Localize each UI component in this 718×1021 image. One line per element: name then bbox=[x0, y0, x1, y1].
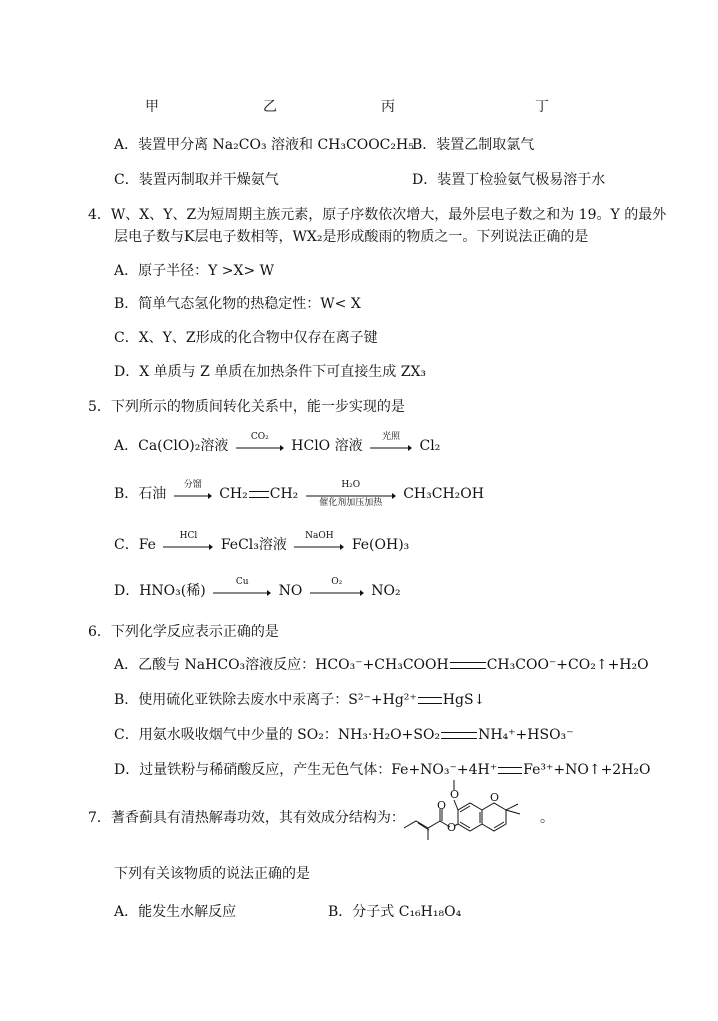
apparatus-label-jia: 甲 bbox=[145, 99, 159, 115]
q5-d-product: NO₂ bbox=[371, 583, 401, 599]
q3-option-d: D．装置丁检验氨气极易溶于水 bbox=[412, 172, 606, 188]
q5-c-intermediate: FeCl₃溶液 bbox=[220, 537, 287, 553]
arrow-condition: CO₂ bbox=[250, 432, 269, 442]
oxygen-atom-carbonyl: O bbox=[437, 799, 447, 812]
q5-d-reactant: D．HNO₃(稀) bbox=[114, 583, 206, 599]
q6-option-a bbox=[114, 655, 649, 675]
reaction-arrow bbox=[294, 531, 344, 555]
oxygen-atom-ester: O bbox=[447, 821, 457, 834]
q5-a-intermediate: HClO 溶液 bbox=[291, 438, 363, 454]
apparatus-label-bing: 丙 bbox=[381, 99, 395, 115]
q4-stem-line1: 4．W、X、Y、Z为短周期主族元素，原子序数依次增大，最外层电子数之和为 19。Y 的最外 bbox=[88, 207, 667, 223]
q5-b-product: CH₃CH₂OH bbox=[403, 486, 484, 502]
q6-a-right: CH₃COO⁻+CO₂↑+H₂O bbox=[486, 657, 649, 673]
q7-stem: 7．蓍香蓟具有清热解毒功效，其有效成分结构为： bbox=[88, 810, 405, 826]
oxygen-atom-ring: O bbox=[490, 791, 500, 804]
q4-option-c: C．X、Y、Z形成的化合物中仅存在离子键 bbox=[114, 330, 378, 346]
apparatus-label-yi: 乙 bbox=[263, 99, 277, 115]
q5-b-ethene-part1: CH₂ bbox=[219, 486, 248, 502]
q6-stem: 6．下列化学反应表示正确的是 bbox=[88, 624, 279, 640]
reaction-arrow bbox=[306, 480, 396, 508]
q3-option-a: A．装置甲分离 Na₂CO₃ 溶液和 CH₃COOC₂H₅ bbox=[114, 137, 414, 153]
arrow-condition: 光照 bbox=[382, 432, 401, 442]
q5-option-a bbox=[114, 432, 441, 456]
arrow-condition-top: H₂O bbox=[341, 480, 361, 490]
q7-option-b: B．分子式 C₁₆H₁₈O₄ bbox=[328, 904, 462, 920]
arrow-condition: Cu bbox=[235, 577, 249, 587]
q5-b-reactant: B．石油 bbox=[114, 486, 167, 502]
reaction-arrow bbox=[370, 432, 412, 456]
equals-icon bbox=[418, 697, 442, 704]
reaction-arrow bbox=[310, 577, 364, 601]
arrow-condition: NaOH bbox=[305, 531, 334, 541]
oxygen-atom-methoxy: O bbox=[450, 788, 460, 801]
arrow-condition: 分馏 bbox=[183, 480, 202, 490]
equals-icon bbox=[450, 662, 486, 669]
q5-b-ethene-part2: CH₂ bbox=[269, 486, 299, 502]
q6-d-left: D．过量铁粉与稀硝酸反应，产生无色气体：Fe+NO₃⁻+4H⁺ bbox=[114, 762, 498, 778]
q6-b-right: HgS↓ bbox=[442, 692, 486, 708]
reaction-arrow bbox=[163, 531, 213, 555]
q3-option-b: B．装置乙制取氯气 bbox=[412, 137, 535, 153]
equals-icon bbox=[441, 732, 477, 739]
q5-c-reactant: C．Fe bbox=[114, 537, 156, 553]
reaction-arrow bbox=[213, 577, 271, 601]
q5-option-c bbox=[114, 531, 410, 555]
q6-b-left: B．使用硫化亚铁除去废水中汞离子：S²⁻+Hg²⁺ bbox=[114, 692, 417, 708]
q5-c-product: Fe(OH)₃ bbox=[351, 537, 410, 553]
q4-stem-line2: 层电子数与K层电子数相等，WX₂是形成酸雨的物质之一。下列说法正确的是 bbox=[114, 229, 589, 245]
arrow-condition: HCl bbox=[179, 531, 198, 541]
reaction-arrow bbox=[236, 432, 284, 456]
q6-c-right: NH₄⁺+HSO₃⁻ bbox=[478, 727, 574, 743]
q6-option-d bbox=[114, 760, 651, 780]
q5-option-b bbox=[114, 480, 484, 508]
arrow-condition-bottom: 催化剂加压加热 bbox=[319, 498, 383, 508]
chemical-structure-diagram bbox=[398, 766, 538, 846]
q7-option-a: A．能发生水解反应 bbox=[114, 904, 237, 920]
arrow-condition: O₂ bbox=[331, 577, 343, 587]
q7-stem-period: 。 bbox=[540, 810, 554, 826]
q6-a-left: A．乙酸与 NaHCO₃溶液反应：HCO₃⁻+CH₃COOH bbox=[114, 657, 449, 673]
q5-a-product: Cl₂ bbox=[419, 438, 441, 454]
q3-option-c: C．装置丙制取并干燥氨气 bbox=[114, 172, 279, 188]
q6-option-b bbox=[114, 690, 485, 710]
q6-c-left: C．用氨水吸收烟气中少量的 SO₂：NH₃·H₂O+SO₂ bbox=[114, 727, 441, 743]
q4-option-b: B．简单气态氢化物的热稳定性：W< X bbox=[114, 296, 361, 312]
q5-a-reactant: A．Ca(ClO)₂溶液 bbox=[114, 438, 229, 454]
q5-option-d bbox=[114, 577, 401, 601]
double-bond-icon bbox=[249, 491, 269, 498]
q5-d-intermediate: NO bbox=[278, 583, 303, 599]
q7-subquestion: 下列有关该物质的说法正确的是 bbox=[114, 866, 310, 882]
q5-stem: 5．下列所示的物质间转化关系中，能一步实现的是 bbox=[88, 399, 405, 415]
q6-option-c bbox=[114, 725, 574, 745]
q6-d-right: Fe³⁺+NO↑+2H₂O bbox=[523, 762, 651, 778]
reaction-arrow bbox=[174, 480, 212, 504]
apparatus-label-ding: 丁 bbox=[535, 99, 549, 115]
q4-option-d: D．X 单质与 Z 单质在加热条件下可直接生成 ZX₃ bbox=[114, 364, 427, 380]
q4-option-a: A．原子半径：Y >X> W bbox=[114, 263, 275, 279]
